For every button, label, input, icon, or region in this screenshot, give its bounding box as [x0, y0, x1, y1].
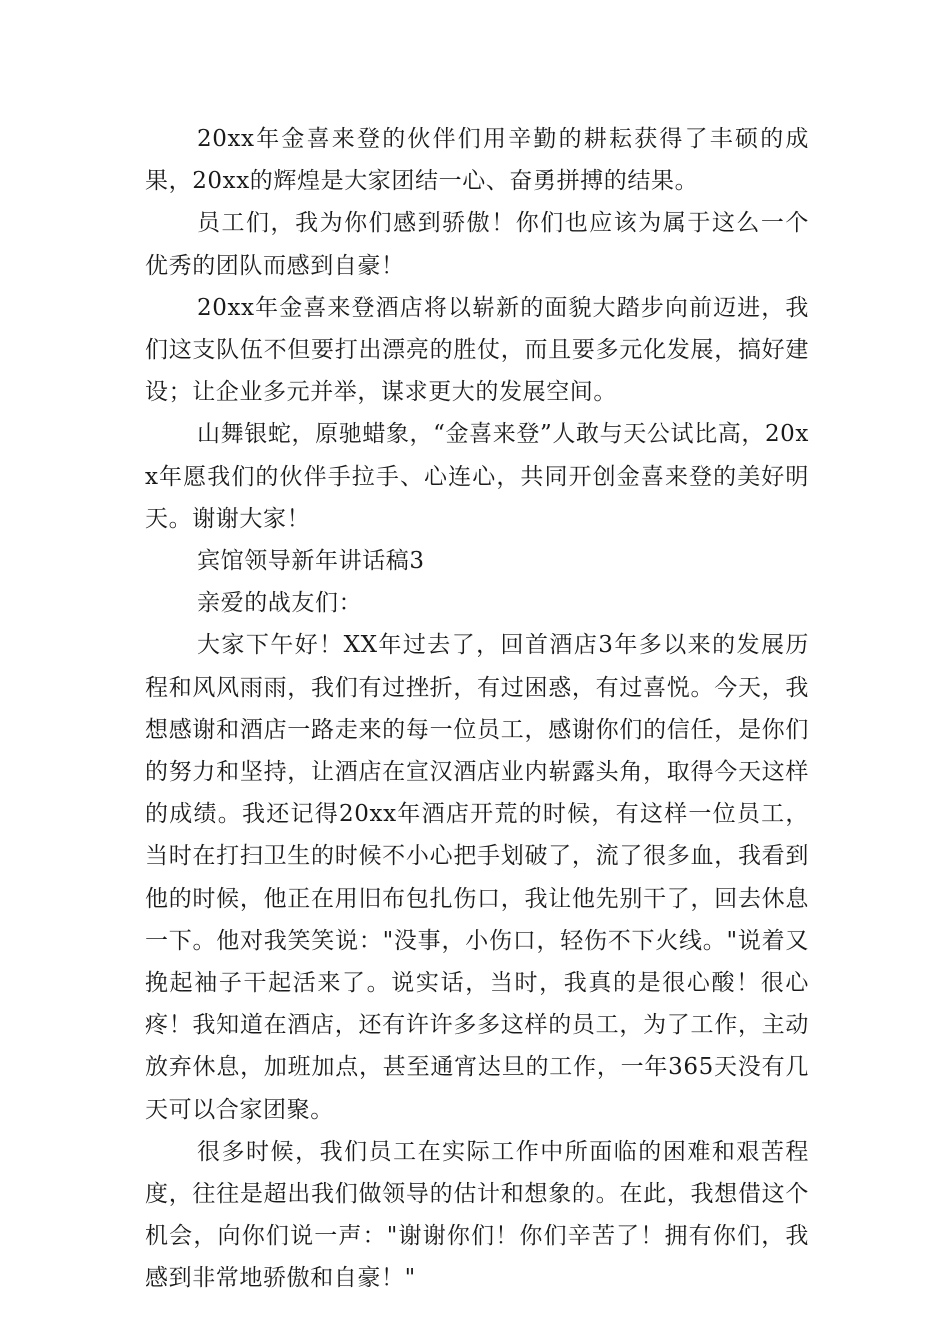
paragraph-1: 20xx年金喜来登的伙伴们用辛勤的耕耘获得了丰硕的成果，20xx的辉煌是大家团结一心、奋勇拼搏的结果。 — [145, 126, 809, 195]
paragraph-5: 大家下午好！XX年过去了，回首酒店3年多以来的发展历程和风风雨雨，我们有过挫折，有过困惑，有过喜悦。今天，我想感谢和酒店一路走来的每一位员工，感谢你们的信任，是你们的努力和坚持，让酒店在宣汉酒店业内崭露头角，取得今天这样的成绩。我还记得20xx年酒店开荒的时候，有这样一位员工，当时在打扫卫生的时候不小心把手划破了，流了很多血，我看到他的时候，他正在用旧布包扎伤口，我让他先别干了，回去休息一下。他对我笑笑说："没事，小伤口，轻伤不下火线。"说着又挽起袖子干起活来了。说实话，当时，我真的是很心酸！很心疼！我知道在酒店，还有许许多多这样的员工，为了工作，主动放弃休息，加班加点，甚至通宵达旦的工作，一年365天没有几天可以合家团聚。 — [145, 632, 809, 1123]
paragraph-2: 员工们，我为你们感到骄傲！你们也应该为属于这么一个优秀的团队而感到自豪！ — [145, 210, 809, 279]
section-heading: 宾馆领导新年讲话稿3 — [197, 548, 425, 575]
document-body — [145, 118, 809, 1300]
paragraph-4: 山舞银蛇，原驰蜡象，“金喜来登”人敢与天公试比高，20xx年愿我们的伙伴手拉手、心连心，共同开创金喜来登的美好明天。谢谢大家！ — [145, 421, 809, 532]
salutation: 亲爱的战友们： — [197, 590, 363, 617]
paragraph-3: 20xx年金喜来登酒店将以崭新的面貌大踏步向前迈进，我们这支队伍不但要打出漂亮的胜仗，而且要多元化发展，搞好建设；让企业多元并举，谋求更大的发展空间。 — [145, 294, 809, 406]
paragraph-6: 很多时候，我们员工在实际工作中所面临的困难和艰苦程度，往往是超出我们做领导的估计和想象的。在此，我想借这个机会，向你们说一声："谢谢你们！你们辛苦了！拥有你们，我感到非常地骄傲和自豪！" — [145, 1138, 809, 1292]
